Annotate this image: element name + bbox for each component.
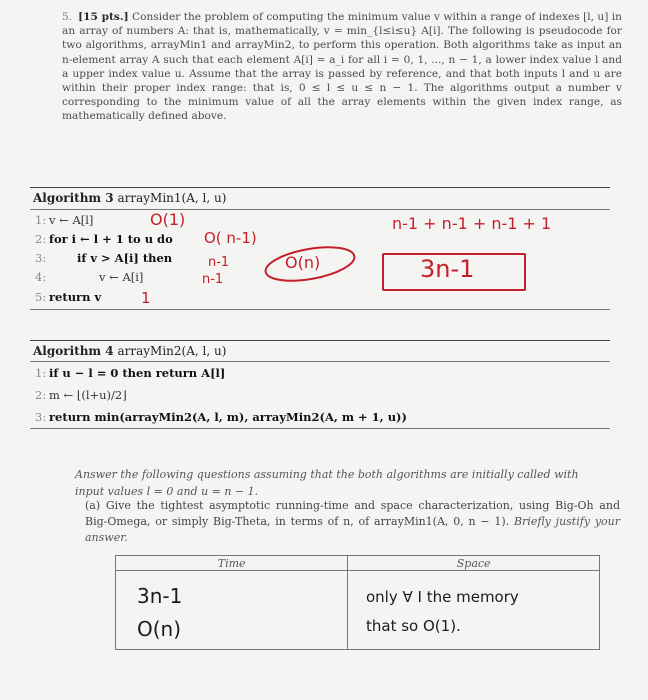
algo4-line-3: 3: return min(arrayMin2(A, l, m), arrayMin2(A, m + 1, u)) [35,410,407,424]
algo4-header-rule [30,361,610,362]
algo4-bottom-rule [30,428,610,429]
hw-line2-cost: O( n-1) [204,229,257,247]
algo3-line-3: 3: if v > A[i] then [35,251,173,265]
algo3-line-4: 4: v ← A[i] [35,270,144,284]
question-a-hint: Briefly justify your answer. [85,515,620,544]
algo4-top-rule [30,340,610,341]
hw-line1-cost: O(1) [150,210,186,229]
algo3-header-rule [30,209,610,210]
hw-total: 3n-1 [420,255,475,283]
hw-on-circled: O(n) [285,253,321,272]
problem-points: [15 pts.] [78,11,129,23]
algo3-top-rule [30,187,610,188]
algo4-line-2: 2: m ← ⌊(l+u)/2⌋ [35,388,127,402]
algo4-signature: arrayMin2(A, l, u) [117,344,227,358]
algo3-label: Algorithm 3 [33,191,114,205]
instructions: Answer the following questions assuming that the both algorithms are initially called with input values l = 0 and u = n − 1. [75,468,579,498]
algo3-bottom-rule [30,309,610,310]
problem-text: Consider the problem of computing the minimum value v within a range of indexes [l, u] in an array of numbers A: that is, mathematically, v = min_{l≤i≤u} A[i]. The following is pseudocode for two algorithms, arrayMin1 and arrayMin2, to perform this operation. Both algorithms take as input an n-element array A such that each element A[i] = a_i for all i = 0, 1, ..., n − 1, a lower index value l and a upper index value u. Assume that the array is passed by reference, and that both inputs l and u are within their proper index range: that is, 0 ≤ l ≤ u ≤ n − 1. The algorithms output a number v corresponding to the minimum value of all the array elements within the given index range, as mathematically defined above. [62,11,622,123]
algo3-line-1: 1: v ← A[l] [35,213,94,227]
hw-line4-cost: n-1 [202,272,224,287]
problem-statement [62,10,622,124]
question-a-text: Give the tightest asymptotic running-time and space characterization, using Big-Oh and Big-Omega, or simply Big-Theta, in terms of n, of arrayMin1(A, 0, n − 1). [85,499,620,528]
hw-space-line1: only ∀ I the memory [366,588,519,606]
hw-space-line2: that so O(1). [366,617,461,635]
problem-number: 5. [62,11,73,23]
algo4-title [33,344,226,358]
question-a-label: (a) [85,499,101,512]
hw-time-3n-1: 3n-1 [137,584,183,608]
col-space: Space [348,556,600,571]
answer-table [115,555,600,650]
algo3-signature: arrayMin1(A, l, u) [117,191,227,205]
algo4-line-1: 1: if u − l = 0 then return A[l] [35,366,226,380]
algo4-label: Algorithm 4 [33,344,114,358]
hw-line3-cost: n-1 [208,255,230,270]
hw-line5-cost: 1 [141,289,151,307]
algo3-title [33,191,226,205]
hw-sum: n-1 + n-1 + n-1 + 1 [392,214,552,233]
hw-time-on: O(n) [137,617,182,641]
space-cell[interactable] [348,571,600,650]
col-time: Time [116,556,348,571]
question-a [85,498,620,546]
algo3-line-2: 2: for i ← l + 1 to u do [35,232,173,246]
algo3-line-5: 5: return v [35,290,102,304]
